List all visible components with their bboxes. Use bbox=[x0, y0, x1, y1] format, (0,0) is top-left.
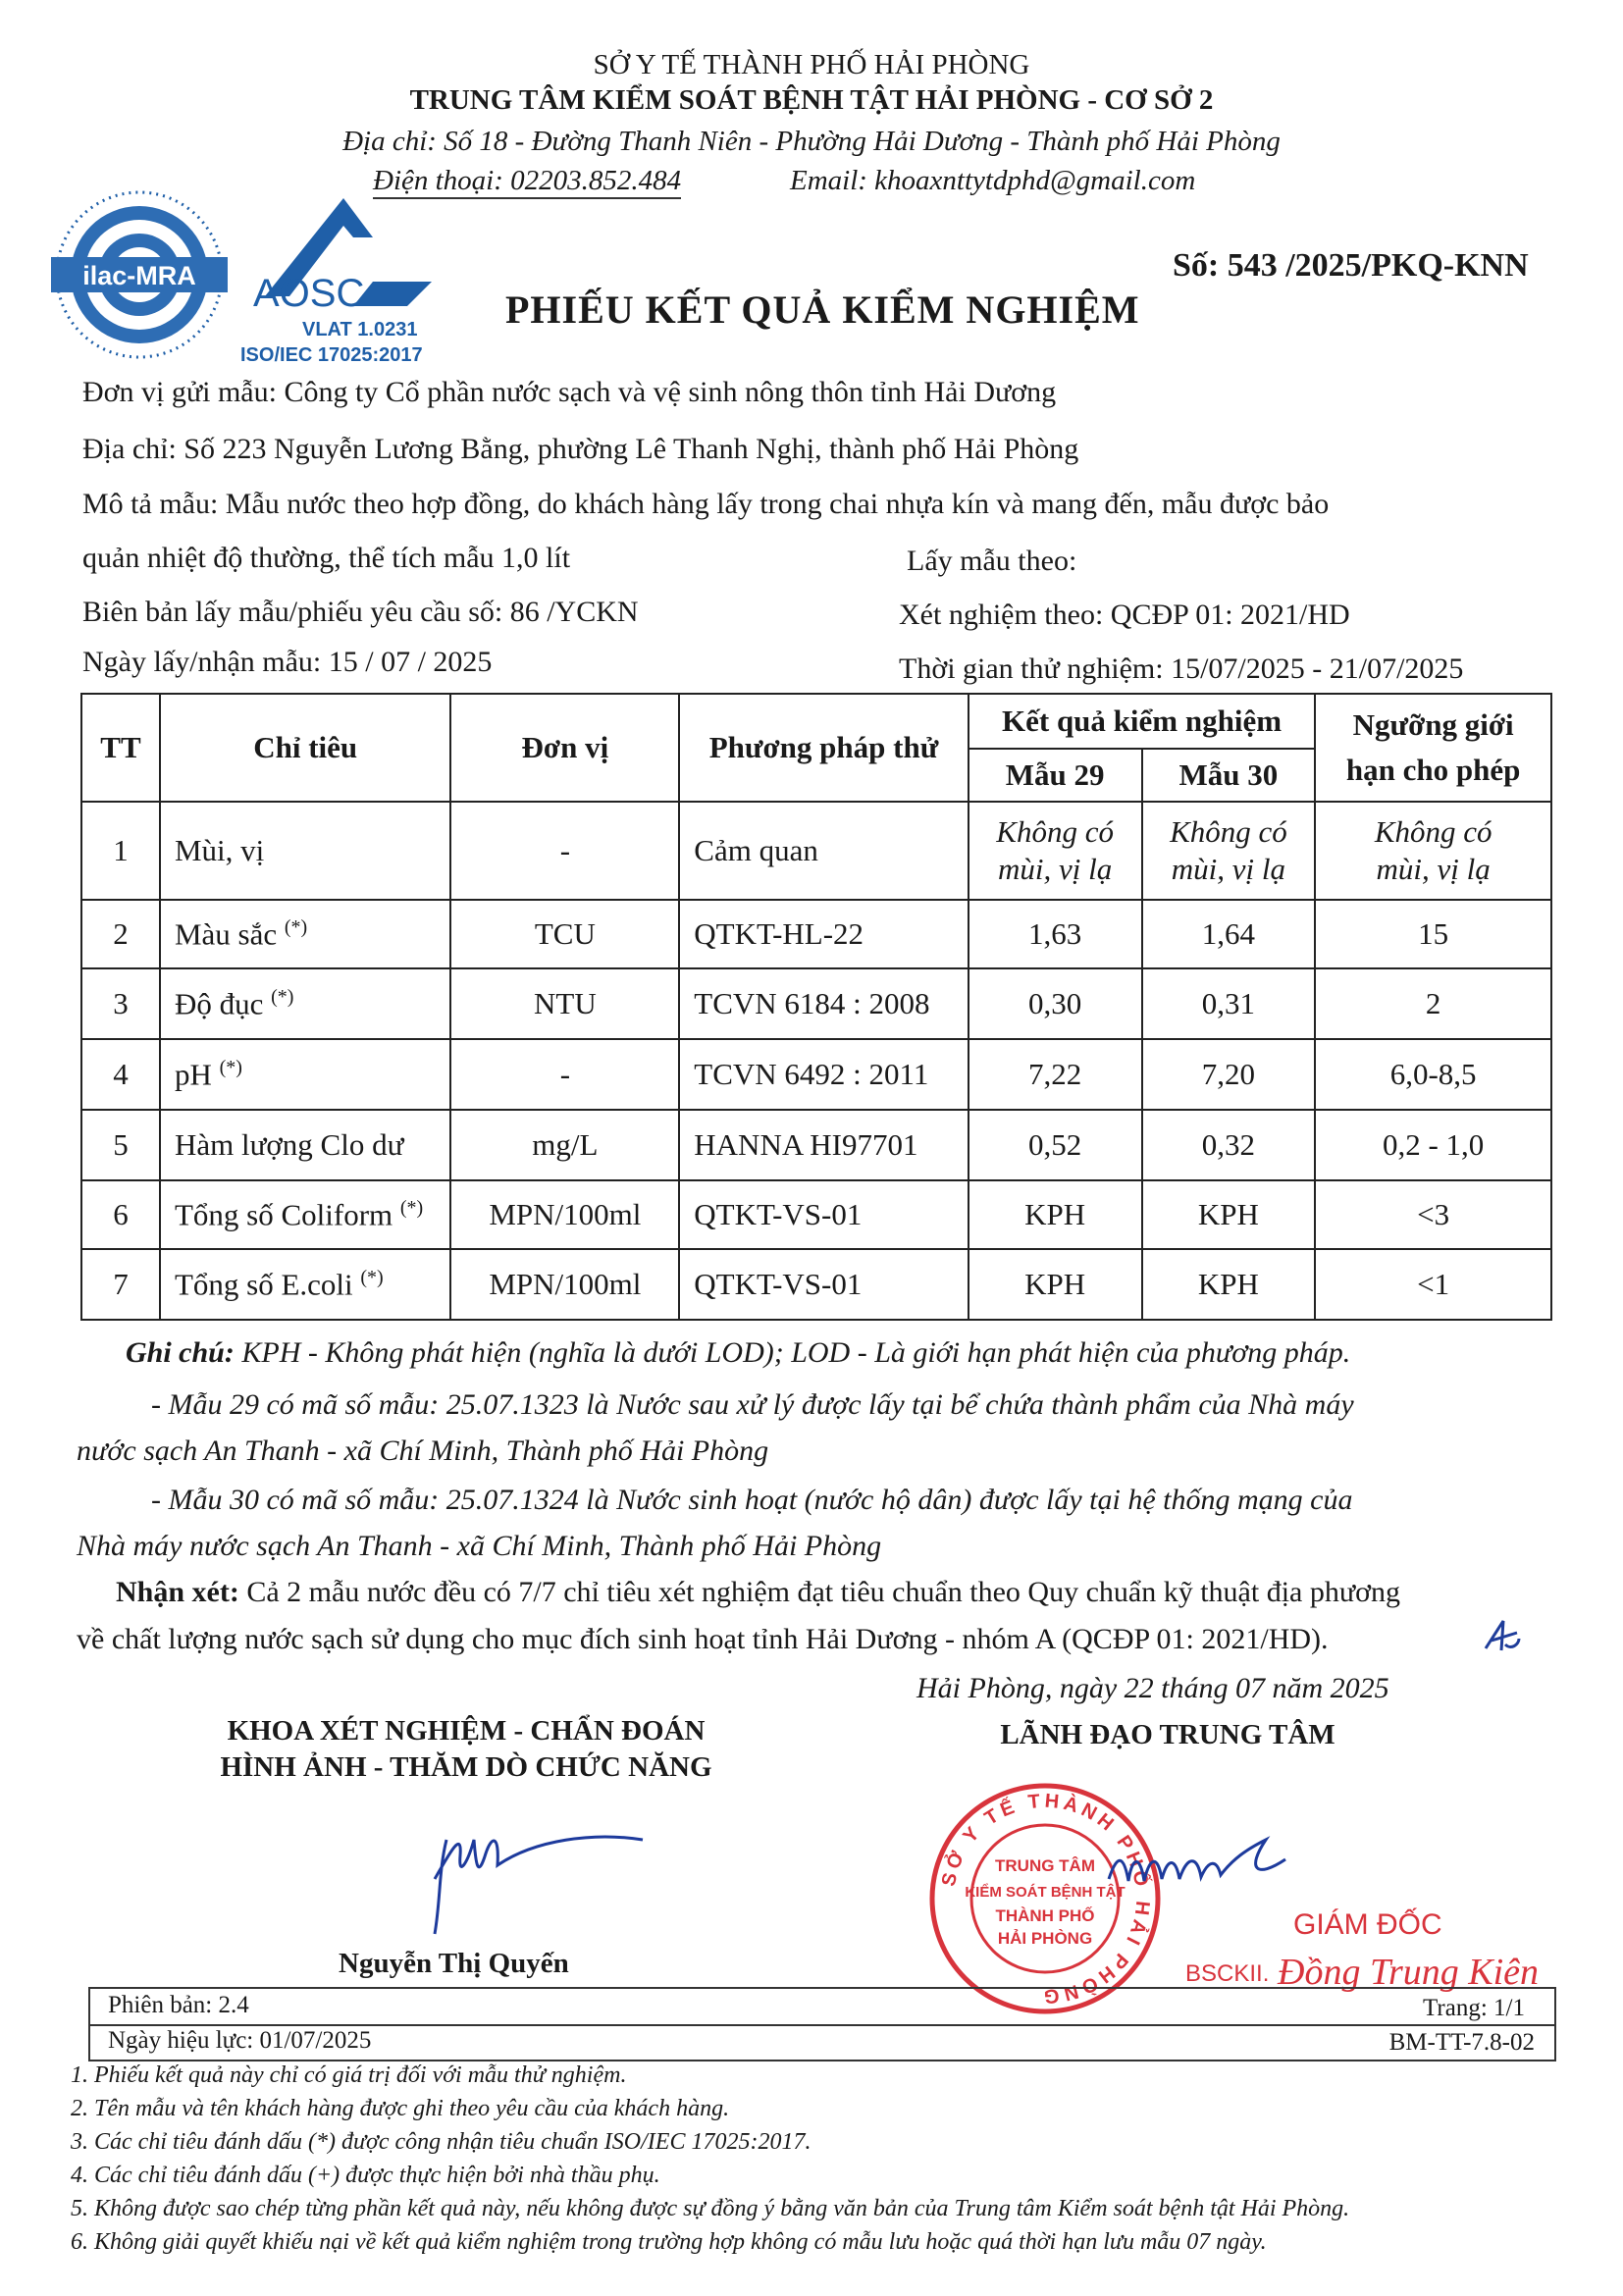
footnote-5: 5. Không được sao chép từng phần kết quả này, nếu không được sự đồng ý bằng văn bản của Trung tâm Kiểm soát bệnh tật Hải Phòng. bbox=[71, 2196, 1350, 2221]
request-number: Biên bản lấy mẫu/phiếu yêu cầu số: 86 /YCKN bbox=[82, 596, 639, 628]
left-signer-name: Nguyễn Thị Quyến bbox=[339, 1948, 569, 1979]
row-indicator-name: Màu sắc bbox=[174, 916, 278, 952]
version-text: Phiên bản: 2.4 bbox=[108, 1992, 249, 2018]
vlat-code: VLAT 1.0231 bbox=[302, 319, 418, 340]
right-signer-title: LÃNH ĐẠO TRUNG TÂM bbox=[1000, 1719, 1335, 1750]
center-name: TRUNG TÂM KIỂM SOÁT BỆNH TẬT HẢI PHÒNG - CƠ SỞ 2 bbox=[409, 84, 1214, 116]
table-row bbox=[81, 900, 1551, 968]
row-indicator-name: Tổng số E.coli bbox=[174, 1267, 353, 1302]
department-name: SỞ Y TẾ THÀNH PHỐ HẢI PHÒNG bbox=[593, 49, 1030, 80]
footnote-6: 6. Không giải quyết khiếu nại về kết quả kiểm nghiệm trong trường hợp không có mẫu lưu hoặc quá thời hạn lưu mẫu 07 ngày. bbox=[71, 2229, 1267, 2255]
header-method: Phương pháp thử bbox=[679, 694, 968, 802]
row-indicator bbox=[160, 968, 450, 1039]
row-indicator: Hàm lượng Clo dư bbox=[160, 1110, 450, 1180]
description-line-1: Mô tả mẫu: Mẫu nước theo hợp đồng, do khách hàng lấy trong chai nhựa kín và mang đến, mẫu được bảo bbox=[82, 488, 1330, 520]
row-indicator-name: pH bbox=[174, 1057, 212, 1092]
row-unit: - bbox=[450, 802, 679, 900]
row-sample-29: KPH bbox=[969, 1249, 1142, 1320]
remark-label: Nhận xét: bbox=[116, 1576, 239, 1608]
row-unit: MPN/100ml bbox=[450, 1249, 679, 1320]
note-sample-29-line-2: nước sạch An Thanh - xã Chí Minh, Thành phố Hải Phòng bbox=[77, 1435, 769, 1467]
row-sample-29: 7,22 bbox=[969, 1039, 1142, 1110]
row-sample-29: 0,52 bbox=[969, 1110, 1142, 1180]
right-signer-degree: BSCKII. bbox=[1185, 1960, 1270, 1987]
row-sample-30: KPH bbox=[1142, 1180, 1316, 1249]
note-text: KPH - Không phát hiện (nghĩa là dưới LOD); LOD - Là giới hạn phát hiện của phương pháp. bbox=[234, 1336, 1351, 1369]
accredited-mark: (*) bbox=[284, 915, 308, 938]
center-address: Địa chỉ: Số 18 - Đường Thanh Niên - Phường Hải Dương - Thành phố Hải Phòng bbox=[342, 126, 1281, 157]
row-sample-29: 1,63 bbox=[969, 900, 1142, 968]
row-method: QTKT-HL-22 bbox=[679, 900, 968, 968]
effective-date: Ngày hiệu lực: 01/07/2025 bbox=[108, 2027, 372, 2054]
row-sample-29 bbox=[969, 802, 1142, 900]
accredited-mark: (*) bbox=[271, 985, 294, 1008]
row-limit: 15 bbox=[1315, 900, 1551, 968]
accredited-mark: (*) bbox=[219, 1056, 242, 1078]
ilac-mra-logo bbox=[51, 186, 228, 363]
row-tt: 1 bbox=[81, 802, 160, 900]
stamp-line-1: TRUNG TÂM bbox=[995, 1856, 1095, 1875]
right-signer-name: Đồng Trung Kiên bbox=[1278, 1952, 1540, 1993]
row-limit-line-2: mùi, vị lạ bbox=[1376, 852, 1491, 886]
stamp-line-2: KIỂM SOÁT BỆNH TẬT bbox=[965, 1884, 1126, 1901]
row-indicator: Mùi, vị bbox=[160, 802, 450, 900]
footnote-4: 4. Các chỉ tiêu đánh dấu (+) được thực hiện bởi nhà thầu phụ. bbox=[71, 2163, 660, 2188]
accredited-mark: (*) bbox=[399, 1196, 424, 1219]
footnote-3: 3. Các chỉ tiêu đánh dấu (*) được công nhận tiêu chuẩn ISO/IEC 17025:2017. bbox=[71, 2129, 812, 2155]
footnote-2: 2. Tên mẫu và tên khách hàng được ghi theo yêu cầu của khách hàng. bbox=[71, 2096, 730, 2121]
header-limit-line-1: Ngưỡng giới bbox=[1352, 707, 1514, 742]
table-row bbox=[81, 1039, 1551, 1110]
header-sample-29: Mẫu 29 bbox=[969, 749, 1142, 802]
row-unit: MPN/100ml bbox=[450, 1180, 679, 1249]
initial-mark bbox=[1482, 1615, 1523, 1661]
row-limit: 2 bbox=[1315, 968, 1551, 1039]
header-limit bbox=[1315, 694, 1551, 802]
right-signature bbox=[1099, 1820, 1315, 1913]
row-indicator-name: Độ đục bbox=[174, 986, 264, 1021]
row-method: TCVN 6184 : 2008 bbox=[679, 968, 968, 1039]
sample-date: Ngày lấy/nhận mẫu: 15 / 07 / 2025 bbox=[82, 646, 493, 678]
row-sample-30: 0,32 bbox=[1142, 1110, 1316, 1180]
header-indicator: Chỉ tiêu bbox=[160, 694, 450, 802]
test-standard: Xét nghiệm theo: QCĐP 01: 2021/HD bbox=[899, 599, 1350, 631]
row-limit: 0,2 - 1,0 bbox=[1315, 1110, 1551, 1180]
ilac-text: ilac-MRA bbox=[82, 261, 196, 290]
center-email: Email: khoaxnttytdphd@gmail.com bbox=[790, 165, 1196, 196]
left-signer-title-1: KHOA XÉT NGHIỆM - CHẨN ĐOÁN bbox=[227, 1715, 706, 1747]
iso-code: ISO/IEC 17025:2017 bbox=[240, 344, 423, 365]
row-tt: 3 bbox=[81, 968, 160, 1039]
row-unit: TCU bbox=[450, 900, 679, 968]
row-tt: 4 bbox=[81, 1039, 160, 1110]
aosc-text: AOSC bbox=[253, 272, 365, 315]
table-row bbox=[81, 968, 1551, 1039]
row-sample-30-line-2: mùi, vị lạ bbox=[1171, 852, 1286, 886]
row-indicator bbox=[160, 900, 450, 968]
note-sample-29-line-1: - Mẫu 29 có mã số mẫu: 25.07.1323 là Nước sau xử lý được lấy tại bể chứa thành phẩm của Nhà máy bbox=[151, 1388, 1354, 1421]
row-indicator bbox=[160, 1039, 450, 1110]
stamp-line-3: THÀNH PHỐ bbox=[995, 1906, 1095, 1925]
description-line-2: quản nhiệt độ thường, thể tích mẫu 1,0 lít bbox=[82, 542, 571, 574]
table-row bbox=[81, 1110, 1551, 1180]
row-limit-line-1: Không có bbox=[1374, 814, 1492, 849]
left-signer-title-2: HÌNH ẢNH - THĂM DÒ CHỨC NĂNG bbox=[220, 1751, 712, 1783]
table-row bbox=[81, 1249, 1551, 1320]
note-label: Ghi chú: bbox=[126, 1336, 235, 1369]
note-line bbox=[126, 1330, 1350, 1377]
table-row bbox=[81, 802, 1551, 900]
row-sample-30-line-1: Không có bbox=[1170, 814, 1287, 849]
row-tt: 2 bbox=[81, 900, 160, 968]
header-sample-30: Mẫu 30 bbox=[1142, 749, 1316, 802]
row-tt: 6 bbox=[81, 1180, 160, 1249]
sender-line: Đơn vị gửi mẫu: Công ty Cổ phần nước sạch và vệ sinh nông thôn tỉnh Hải Dương bbox=[82, 376, 1057, 408]
row-sample-29-line-2: mùi, vị lạ bbox=[998, 852, 1113, 886]
version-box bbox=[88, 1987, 1556, 2061]
sampling-by: Lấy mẫu theo: bbox=[907, 545, 1077, 577]
stamp-line-4: HẢI PHÒNG bbox=[997, 1929, 1093, 1948]
row-method: Cảm quan bbox=[679, 802, 968, 900]
footnotes bbox=[71, 2059, 1601, 2259]
remark-line-1 bbox=[116, 1576, 1400, 1609]
row-sample-30: 0,31 bbox=[1142, 968, 1316, 1039]
right-signer-position: GIÁM ĐỐC bbox=[1293, 1908, 1442, 1941]
row-unit: mg/L bbox=[450, 1110, 679, 1180]
test-time: Thời gian thử nghiệm: 15/07/2025 - 21/07/2025 bbox=[899, 652, 1464, 685]
document-title: PHIẾU KẾT QUẢ KIỂM NGHIỆM bbox=[505, 287, 1140, 332]
remark-text: Cả 2 mẫu nước đều có 7/7 chỉ tiêu xét nghiệm đạt tiêu chuẩn theo Quy chuẩn kỹ thuật địa phương bbox=[238, 1576, 1400, 1608]
row-limit bbox=[1315, 802, 1551, 900]
left-signature bbox=[417, 1810, 653, 1943]
row-sample-29: KPH bbox=[969, 1180, 1142, 1249]
row-sample-29-line-1: Không có bbox=[996, 814, 1114, 849]
header-tt: TT bbox=[81, 694, 160, 802]
stamp-ring-text: SỞ Y TẾ THÀNH PHỐ HẢI PHÒNG bbox=[937, 1790, 1154, 2008]
footnote-1: 1. Phiếu kết quả này chỉ có giá trị đối với mẫu thử nghiệm. bbox=[71, 2062, 627, 2088]
table-row bbox=[81, 1180, 1551, 1249]
sender-address-line: Địa chỉ: Số 223 Nguyễn Lương Bằng, phường Lê Thanh Nghị, thành phố Hải Phòng bbox=[82, 433, 1079, 465]
note-sample-30-line-1: - Mẫu 30 có mã số mẫu: 25.07.1324 là Nước sinh hoạt (nước hộ dân) được lấy tại hệ thống mạng của bbox=[151, 1484, 1353, 1516]
row-limit: 6,0-8,5 bbox=[1315, 1039, 1551, 1110]
row-unit: NTU bbox=[450, 968, 679, 1039]
header-limit-line-2: hạn cho phép bbox=[1345, 753, 1521, 787]
row-tt: 7 bbox=[81, 1249, 160, 1320]
header-result: Kết quả kiểm nghiệm bbox=[969, 694, 1316, 749]
row-sample-30 bbox=[1142, 802, 1316, 900]
document-number: Số: 543 /2025/PKQ-KNN bbox=[1173, 247, 1529, 284]
row-indicator bbox=[160, 1249, 450, 1320]
row-method: QTKT-VS-01 bbox=[679, 1249, 968, 1320]
row-sample-29: 0,30 bbox=[969, 968, 1142, 1039]
place-date: Hải Phòng, ngày 22 tháng 07 năm 2025 bbox=[916, 1672, 1389, 1704]
row-indicator bbox=[160, 1180, 450, 1249]
page-number: Trang: 1/1 bbox=[1423, 1995, 1525, 2021]
row-tt: 5 bbox=[81, 1110, 160, 1180]
remark-line-2: về chất lượng nước sạch sử dụng cho mục đích sinh hoạt tỉnh Hải Dương - nhóm A (QCĐP 01: 2021/HD). bbox=[77, 1623, 1329, 1655]
note-sample-30-line-2: Nhà máy nước sạch An Thanh - xã Chí Minh, Thành phố Hải Phòng bbox=[77, 1530, 882, 1562]
row-limit: <3 bbox=[1315, 1180, 1551, 1249]
row-unit: - bbox=[450, 1039, 679, 1110]
row-indicator-name: Tổng số Coliform bbox=[174, 1197, 393, 1232]
row-method: HANNA HI97701 bbox=[679, 1110, 968, 1180]
center-phone: Điện thoại: 02203.852.484 bbox=[373, 165, 681, 199]
row-method: TCVN 6492 : 2011 bbox=[679, 1039, 968, 1110]
aosc-logo bbox=[236, 188, 451, 365]
row-sample-30: KPH bbox=[1142, 1249, 1316, 1320]
form-code: BM-TT-7.8-02 bbox=[1388, 2029, 1535, 2056]
results-table bbox=[80, 693, 1552, 1321]
row-sample-30: 1,64 bbox=[1142, 900, 1316, 968]
row-method: QTKT-VS-01 bbox=[679, 1180, 968, 1249]
row-limit: <1 bbox=[1315, 1249, 1551, 1320]
accredited-mark: (*) bbox=[360, 1266, 384, 1288]
header-unit: Đơn vị bbox=[450, 694, 679, 802]
row-sample-30: 7,20 bbox=[1142, 1039, 1316, 1110]
